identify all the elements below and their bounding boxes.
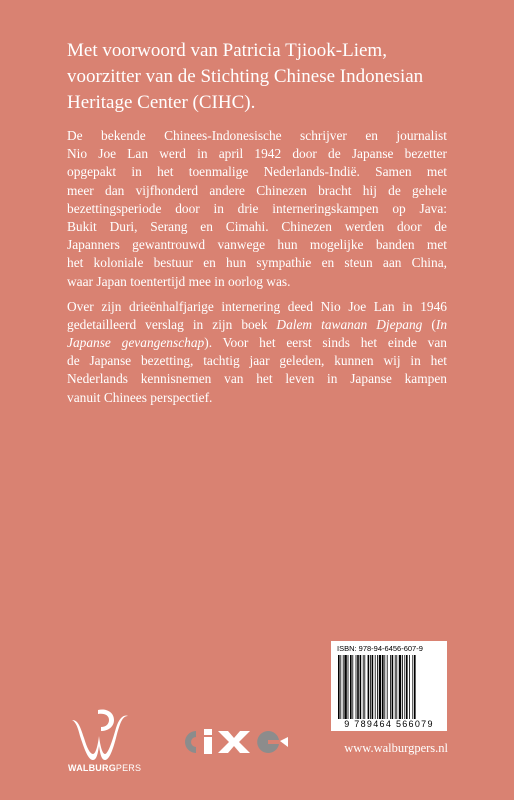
p2-line-2: gedetailleerd verslag in zijn boek Dalem tawanan Djepang (In	[67, 316, 448, 332]
p1-line-2: Nio Joe Lan werd in april 1942 door de Japanse bezetter	[67, 146, 447, 162]
intro-block	[67, 38, 467, 116]
p2-line-1: Over zijn drieënhalfjarige internering deed Nio Joe Lan in 1946	[67, 298, 447, 314]
paragraph-2	[67, 298, 447, 407]
p2-line-6: vanuit Chinees perspectief.	[67, 389, 213, 405]
book-title-dutch-part-2: Japanse gevangenschap	[67, 335, 205, 351]
blurb-text	[67, 127, 447, 414]
barcode-area	[331, 641, 447, 731]
p1-line-7: Japanners gewantrouwd vanwege hun mogelijke banden met	[67, 237, 447, 253]
p1-line-4: meer dan vijfhonderd andere Chinezen bracht hij de gehele	[67, 182, 447, 198]
p1-line-9: waar Japan toentertijd mee in oorlog was.	[67, 273, 291, 289]
p1-line-1: De bekende Chinees-Indonesische schrijver en journalist	[67, 128, 447, 143]
barcode-digits: 9 789464 566079	[344, 719, 434, 729]
barcode-icon	[337, 655, 441, 719]
intro-line-3: Heritage Center (CIHC).	[67, 92, 256, 113]
isbn-label: ISBN: 978-94-6456-607-9	[337, 644, 423, 653]
publisher-website: www.walburgpers.nl	[344, 741, 448, 755]
p1-line-8: het koloniale bestuur en hun sympathie en steun aan China,	[67, 255, 447, 271]
paragraph-1	[67, 127, 447, 291]
intro-line-1: Met voorwoord van Patricia Tjiook-Liem,	[67, 40, 387, 61]
cihc-logo-icon	[180, 727, 290, 757]
walburg-pers-wordmark: WALBURGPERS	[68, 763, 142, 773]
p1-line-5: bezettingsperiode door in drie interneringskampen op Java:	[67, 200, 447, 216]
p2-line-5: Nederlands kennisnemen van het leven in Japanse kampen	[67, 371, 447, 387]
p1-line-3: opgepakt in het toenmalige Nederlands-Indië. Samen met	[67, 164, 447, 180]
walburg-pers-logo-icon	[68, 706, 130, 762]
book-title-dutch-part-1: In	[435, 316, 448, 332]
p2-line-3: Japanse gevangenschap). Voor het eerst sinds het einde van	[67, 335, 448, 351]
intro-line-2: voorzitter van de Stichting Chinese Indonesian	[67, 66, 424, 87]
p2-line-4: de Japanse bezetting, tachtig jaar geleden, kunnen wij in het	[67, 353, 447, 369]
book-title-indonesian: Dalem tawanan Djepang	[276, 316, 423, 332]
p1-line-6: Bukit Duri, Serang en Cimahi. Chinezen werden door de	[67, 218, 447, 234]
